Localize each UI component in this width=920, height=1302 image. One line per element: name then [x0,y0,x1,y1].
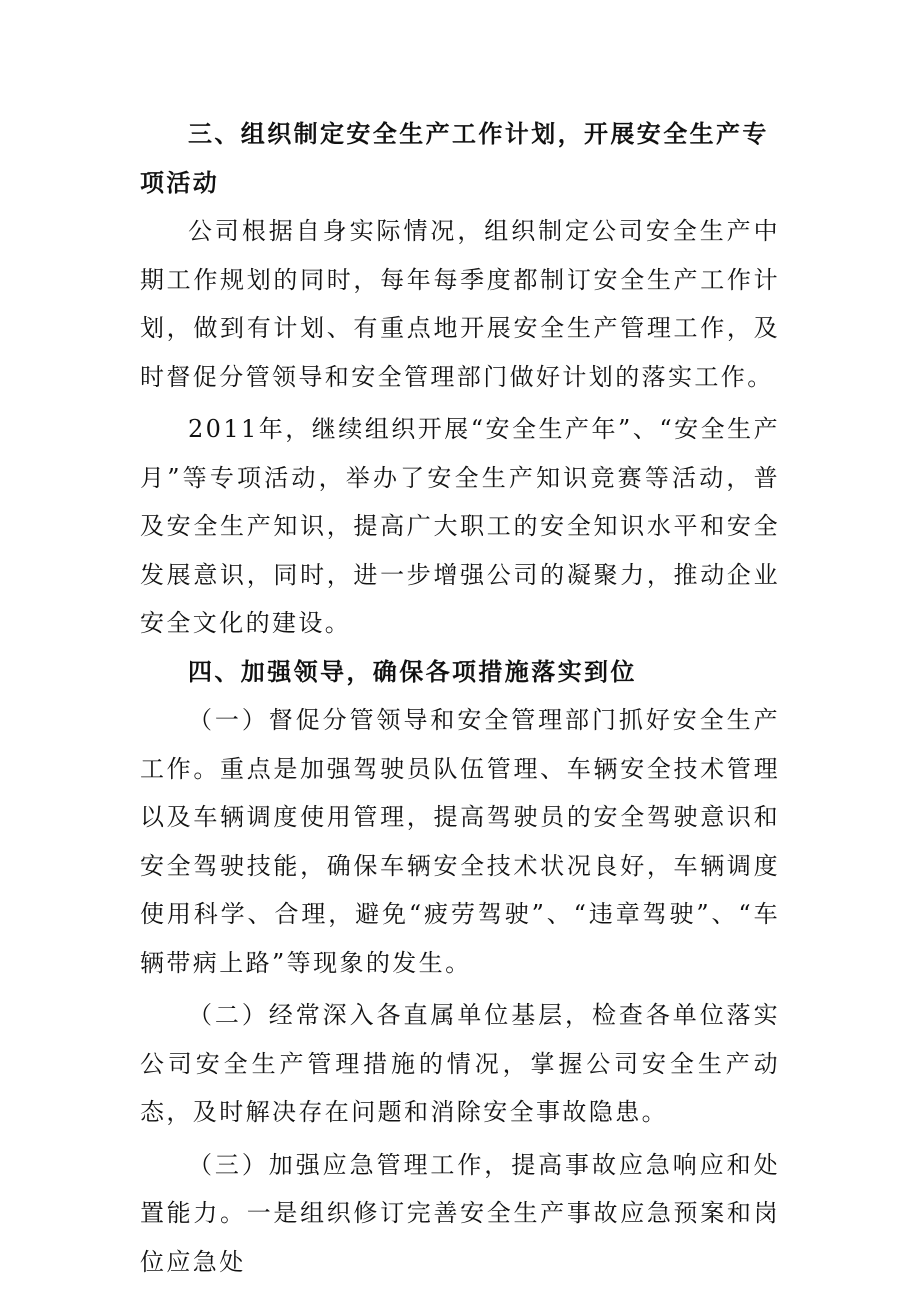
paragraph-item-2: （二）经常深入各直属单位基层，检查各单位落实公司安全生产管理措施的情况，掌握公司安全生产动态，及时解决存在问题和消除安全事故隐患。 [140,1001,780,1126]
document-body [140,110,780,1286]
section-heading-3: 三、组织制定安全生产工作计划，开展安全生产专项活动 [140,120,769,197]
section-heading-4: 四、加强领导，确保各项措施落实到位 [188,657,637,686]
paragraph-item-3: （三）加强应急管理工作，提高事故应急响应和处置能力。一是组织修订完善安全生产事故应急预案和岗位应急处 [140,1150,780,1276]
paragraph-planning: 公司根据自身实际情况，组织制定公司安全生产中期工作规划的同时，每年每季度都制订安全生产工作计划，做到有计划、有重点地开展安全生产管理工作，及时督促分管领导和安全管理部门做好计划的落实工作。 [140,217,780,391]
paragraph-activities-2011: 2011年，继续组织开展“安全生产年”、“安全生产月”等专项活动，举办了安全生产知识竞赛等活动，普及安全生产知识，提高广大职工的安全知识水平和安全发展意识，同时，进一步增强公司的凝聚力，推动企业安全文化的建设。 [140,415,780,637]
paragraph-item-1: （一）督促分管领导和安全管理部门抓好安全生产工作。重点是加强驾驶员队伍管理、车辆安全技术管理以及车辆调度使用管理，提高驾驶员的安全驾驶意识和安全驾驶技能，确保车辆安全技术状况良好，车辆调度使用科学、合理，避免“疲劳驾驶”、“违章驾驶”、“车辆带病上路”等现象的发生。 [140,706,780,977]
